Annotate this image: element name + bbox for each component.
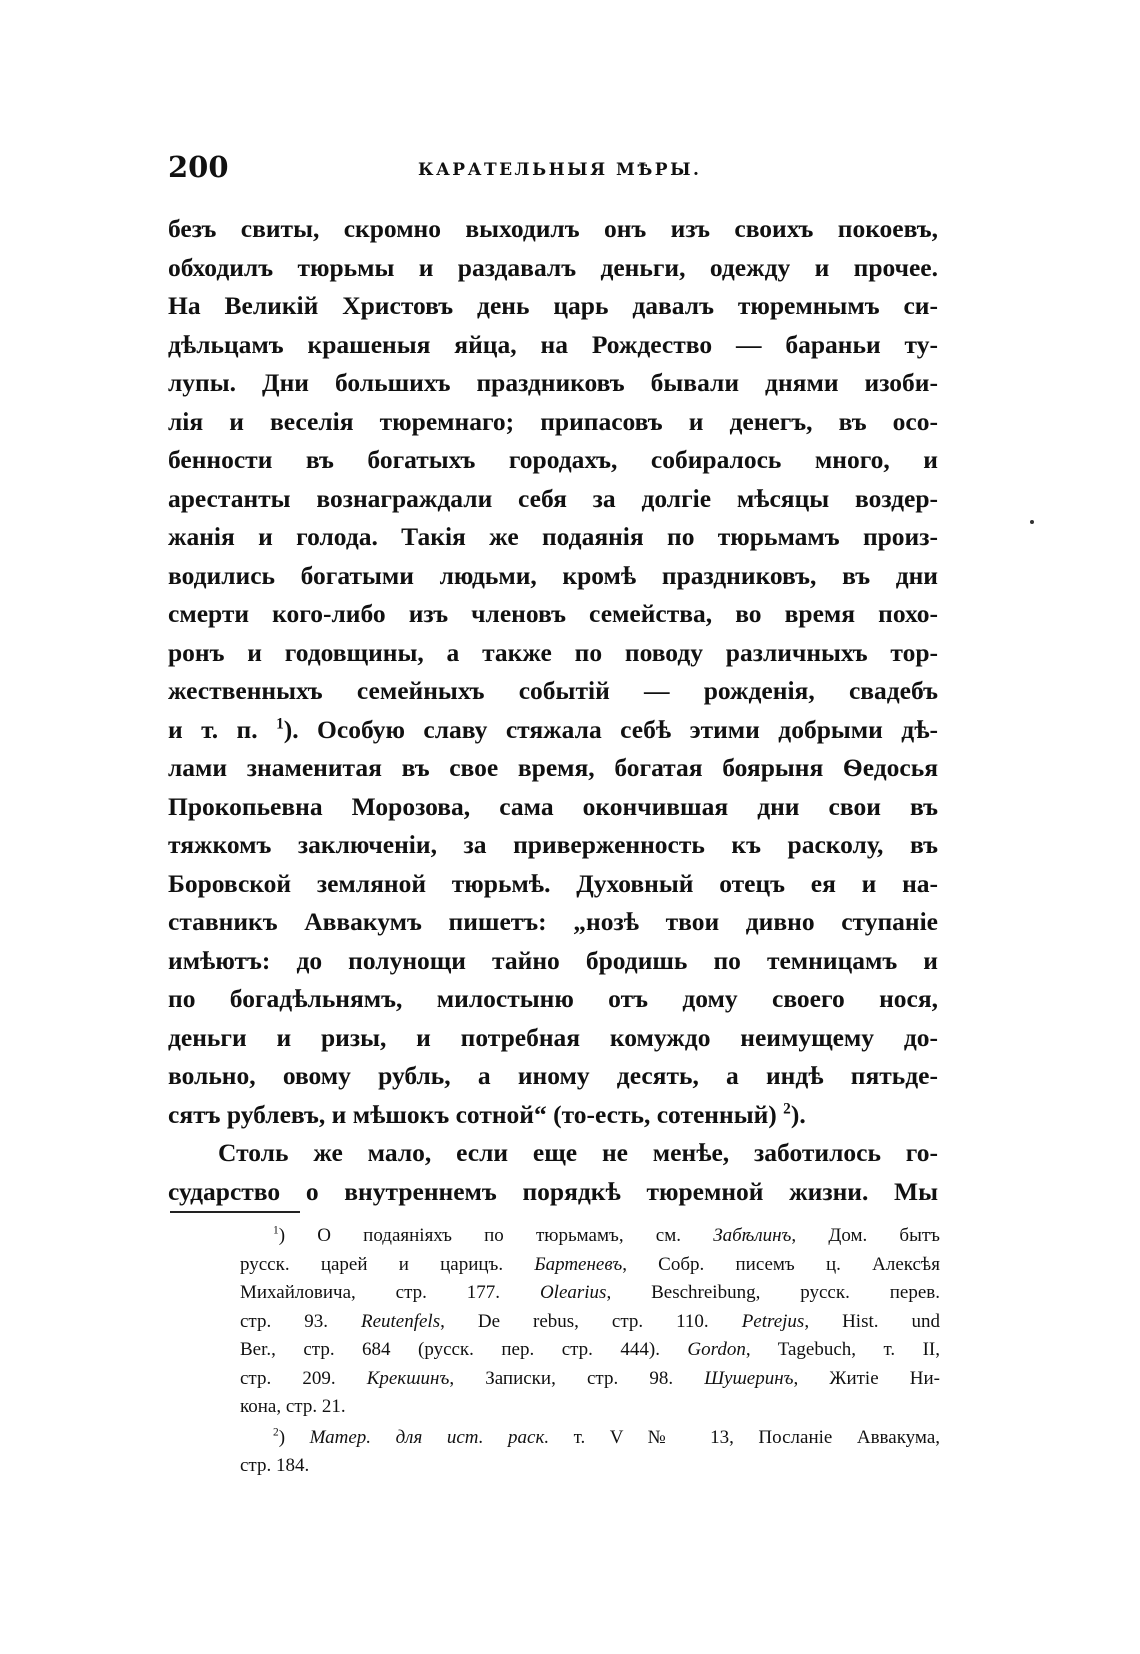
text-line: ставникъ Аввакумъ пишетъ: „нозѣ твои дивно ступаніе	[168, 907, 938, 936]
text-line: сударство о внутреннемъ порядкѣ тюремной жизни. Мы	[168, 1176, 938, 1206]
footnote-text: , Beschreibung, русск. перев.	[606, 1282, 940, 1303]
footnote-text: , Записки, стр. 98.	[449, 1367, 705, 1389]
footnote-text: , Собр. писемъ ц. Алексѣя	[622, 1253, 940, 1275]
footnote-line: стр. 184.	[240, 1455, 310, 1476]
print-speck	[1030, 520, 1034, 524]
text-line: имѣютъ: до полунощи тайно бродишь по темницамъ и	[168, 945, 938, 975]
footnote-text: русск. царей и царицъ.	[240, 1253, 535, 1275]
line-text: и т. п.	[168, 714, 258, 744]
text-line-with-footnote-ref	[168, 1096, 938, 1135]
text-line: Прокопьевна Морозова, сама окончившая дни свои въ	[168, 791, 938, 821]
text-line: тяжкомъ заключеніи, за приверженность къ расколу, въ	[168, 830, 938, 859]
footnote-line	[273, 1222, 940, 1251]
footnote-text: , Hist. und	[804, 1310, 940, 1332]
footnote-line: кона, стр. 21.	[240, 1396, 346, 1417]
text-line: по богадѣльнямъ, милостыню отъ дому своего нося,	[168, 984, 938, 1013]
line-text: ).	[790, 1099, 806, 1129]
cited-author: Забѣлинъ	[713, 1225, 792, 1246]
cited-author: Petrejus	[741, 1310, 805, 1332]
text-line: лупы. Дни большихъ праздниковъ бывали днями изоби-	[168, 368, 938, 397]
footnote-1	[240, 1222, 940, 1422]
text-line: деньги и ризы, и потребная комуждо неимущему до-	[168, 1022, 938, 1052]
footnotes	[240, 1222, 940, 1481]
text-line: водились богатыми людьми, кромѣ праздниковъ, въ дни	[168, 560, 938, 590]
footnote-text: т. V № 13, Посланіе Аввакума,	[549, 1426, 941, 1448]
page-header	[168, 150, 938, 190]
text-line: обходилъ тюрьмы и раздавалъ деньги, одежду и прочее.	[168, 252, 938, 282]
text-line: смерти кого-либо изъ членовъ семейства, во время похо-	[168, 599, 938, 628]
footnote-text: , De rebus, стр. 110.	[440, 1310, 742, 1332]
text-line: жанія и голода. Такія же подаянія по тюрьмамъ произ-	[168, 522, 938, 551]
footnote-line	[240, 1279, 940, 1308]
text-line-with-footnote-ref	[168, 711, 938, 750]
footnote-line	[240, 1365, 940, 1394]
footnote-text: ) О подаяніяхъ по тюрьмамъ, см.	[278, 1225, 714, 1246]
footnote-ref-1[interactable]: 1	[276, 715, 284, 732]
footnote-text: стр. 209.	[240, 1367, 367, 1389]
cited-author: Gordon	[687, 1339, 746, 1360]
cited-author: Reutenfels	[360, 1310, 441, 1332]
text-line: На Великій Христовъ день царь давалъ тюремнымъ си-	[168, 291, 938, 320]
running-title: КАРАТЕЛЬНЫЯ МѢРЫ.	[418, 160, 702, 180]
footnote-line	[240, 1336, 940, 1365]
footnote-ref-2[interactable]: 2	[783, 1100, 791, 1117]
footnote-text: )	[278, 1426, 310, 1448]
text-line: дѣльцамъ крашеныя яйца, на Рождество — бараньи ту-	[168, 329, 938, 359]
text-line: безъ свиты, скромно выходилъ онъ изъ своихъ покоевъ,	[168, 214, 938, 243]
footnote-line	[240, 1308, 940, 1337]
footnote-line	[273, 1424, 940, 1453]
line-text: сятъ рублевъ, и мѣшокъ сотной“ (то-есть, сотенный)	[168, 1099, 777, 1129]
footnote-text: , Житіе Ни-	[793, 1367, 940, 1389]
footnote-separator	[170, 1211, 300, 1213]
text-line: ронъ и годовщины, а также по поводу различныхъ тор-	[168, 637, 938, 667]
cited-author: Olearius	[539, 1282, 607, 1303]
text-line: вольно, овому рубль, а иному десять, а индѣ пятьде-	[168, 1061, 938, 1090]
footnote-marker: 1	[273, 1224, 279, 1237]
text-line: лами знаменитая въ свое время, богатая боярыня Ѳедосья	[168, 753, 938, 782]
text-line: Боровской земляной тюрьмѣ. Духовный отецъ ея и на-	[168, 868, 938, 898]
paragraph-first-line: Столь же мало, если еще не менѣе, заботилось го-	[218, 1138, 938, 1167]
line-text: ). Особую славу стяжала себѣ этими добрыми дѣ-	[283, 714, 938, 744]
text-line: жественныхъ семейныхъ событій — рожденія, свадебъ	[168, 676, 938, 705]
footnote-line	[240, 1251, 940, 1280]
footnote-text: , Дом. бытъ	[791, 1225, 940, 1246]
cited-source: Матер. для ист. раск.	[309, 1426, 550, 1448]
footnote-2	[240, 1424, 940, 1481]
text-line: лія и веселія тюремнаго; припасовъ и денегъ, въ осо-	[168, 406, 938, 436]
footnote-text: Ber., стр. 684 (русск. пер. стр. 444).	[240, 1339, 688, 1360]
footnote-text: стр. 93.	[240, 1310, 361, 1332]
text-line: бенности въ богатыхъ городахъ, собиралось много, и	[168, 445, 938, 474]
page-number: 200	[168, 150, 229, 184]
footnote-marker: 2	[273, 1426, 279, 1439]
text-line: арестанты вознаграждали себя за долгіе мѣсяцы воздер-	[168, 483, 938, 513]
footnote-text: Михайловича, стр. 177.	[240, 1282, 540, 1303]
cited-author: Шушеринъ	[704, 1367, 794, 1389]
cited-author: Крекшинъ	[366, 1367, 450, 1389]
main-text	[168, 210, 938, 1211]
footnote-text: , Tagebuch, т. II,	[745, 1339, 940, 1360]
cited-author: Бартеневъ	[534, 1253, 623, 1275]
